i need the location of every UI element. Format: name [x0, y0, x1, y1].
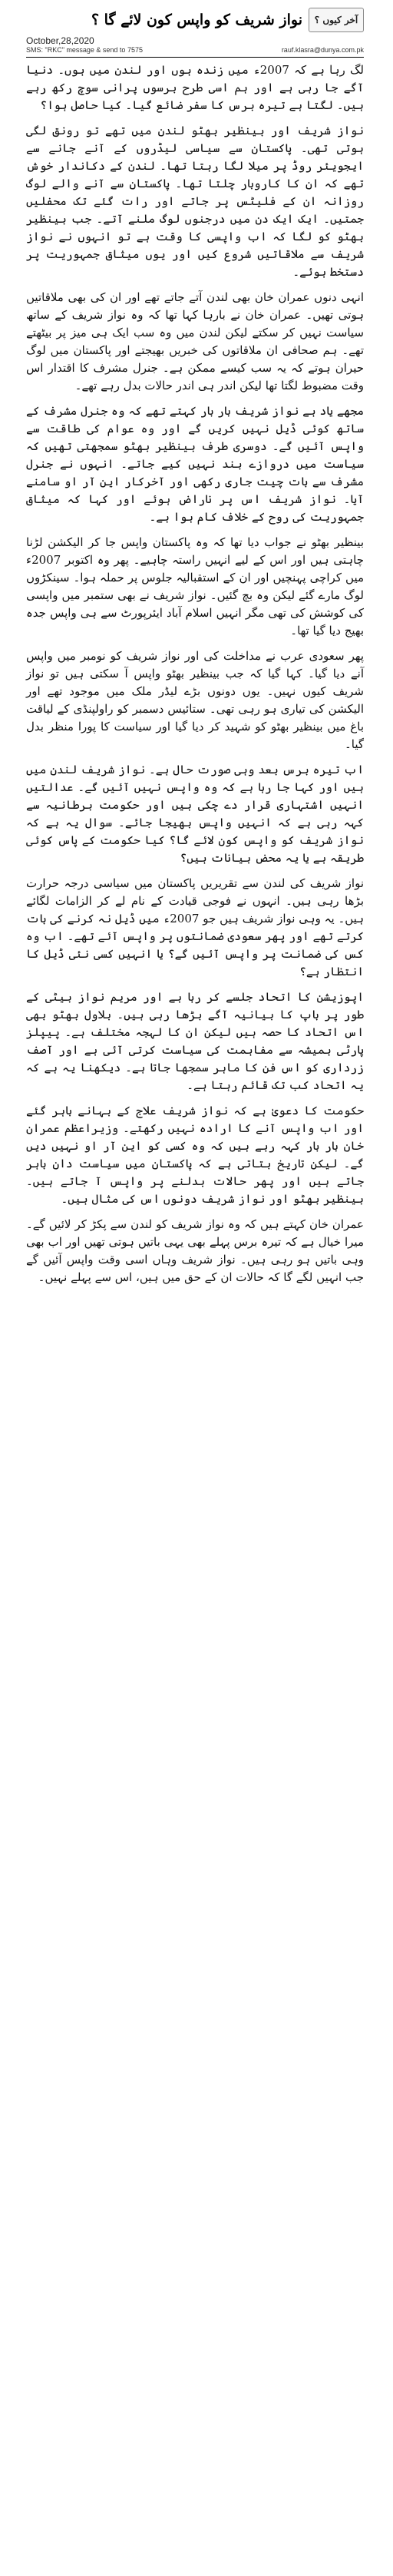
header-divider — [26, 57, 364, 58]
column-name-badge: آخر کیوں ؟ — [309, 8, 364, 32]
paragraph: عمران خان کہتے ہیں کہ وہ نواز شریف کو لندن سے پکڑ کر لائیں گے۔ میرا خیال ہے کہ تیرہ برس پہلے بھی یہی باتیں ہوتی تھیں اور اب بھی وہی باتیں ہو رہی ہیں۔ نواز شریف وہاں اسی وقت واپس آئیں گے جب انہیں لگے گا کہ حالات ان کے حق میں ہیں، اس سے پہلے نہیں۔ — [26, 1217, 364, 1284]
column-branding — [310, 5, 364, 49]
paragraph: نواز شریف کی لندن سے تقریریں پاکستان میں سیاسی درجہ حرارت بڑھا رہی ہیں۔ انہوں نے فوجی قیادت کے نام لے کر الزامات لگائے ہیں۔ یہ وہی نواز شریف ہیں جو 2007ء میں ڈیل نہ کرنے کی بات کرتے تھے اور پھر سعودی ضمانتوں پر واپس آئے تھے۔ اب وہ کس کی ضمانت پر واپس آئیں گے؟ یا انہیں کسی نئی ڈیل کا انتظار ہے؟ — [26, 876, 365, 978]
paragraph: مجھے یاد ہے نواز شریف بار بار کہتے تھے کہ وہ جنرل مشرف کے ساتھ کوئی ڈیل نہیں کریں گے اور وہ عوام کی طاقت سے واپس آئیں گے۔ دوسری طرف بینظیر بھٹو سمجھتی تھیں کہ سیاست میں دروازے بند نہیں کیے جاتے۔ انہوں نے جنرل مشرف سے بات چیت جاری رکھی اور آخرکار این آر او سامنے آیا۔ نواز شریف اس پر ناراض ہوئے اور کہا کہ میثاق جمہوریت کی روح کے خلاف کام ہوا ہے۔ — [26, 404, 364, 524]
contact-row — [26, 46, 364, 57]
column-header — [26, 5, 364, 58]
paragraph: اپوزیشن کا اتحاد جلسے کر رہا ہے اور مریم نواز بیٹی کے طور پر باپ کا بیانیہ آگے بڑھا رہی ہیں۔ بلاول بھٹو بھی اس اتحاد کا حصہ ہیں لیکن ان کا لہجہ مختلف ہے۔ پیپلز پارٹی ہمیشہ سے مفاہمت کی سیاست کرتی آئی ہے اور آصف زرداری کو اس فن کا ماہر سمجھا جاتا ہے۔ دیکھنا یہ ہے کہ یہ اتحاد کب تک قائم رہتا ہے۔ — [26, 990, 364, 1092]
article-body — [26, 61, 364, 1286]
paragraph: نواز شریف اور بینظیر بھٹو لندن میں تھے تو رونق لگی ہوتی تھی۔ پاکستان سے سیاسی لیڈروں کے آنے جانے سے ایجویئر روڈ پر میلا لگا رہتا تھا۔ لندن کے دکاندار خوش تھے کہ ان کا کاروبار چلتا تھا۔ پاکستان سے آنے والے لوگ روزانہ ان کے فلیٹس پر جاتے اور رات گئے تک محفلیں جمتیں۔ ایک ایک دن میں درجنوں لوگ ملنے آتے۔ جب بینظیر بھٹو کو لگا کہ اب واپسی کا وقت ہے تو انہوں نے نواز شریف سے ملاقاتیں شروع کیں اور یوں میثاق جمہوریت پر دستخط ہوئے۔ — [26, 124, 364, 279]
author-email[interactable]: rauf.klasra@dunya.com.pk — [281, 46, 364, 54]
paragraph: پھر سعودی عرب نے مداخلت کی اور نواز شریف کو نومبر میں واپس آنے دیا گیا۔ کہا گیا کہ جب بینظیر بھٹو واپس آ سکتی ہیں تو نواز شریف کیوں نہیں۔ یوں دونوں بڑے لیڈر ملک میں موجود تھے اور الیکشن کی تیاری ہو رہی تھی۔ ستائیس دسمبر کو راولپنڈی کے لیاقت باغ میں بینظیر بھٹو کو شہید کر دیا گیا اور سیاست کا پورا منظر بدل گیا۔ — [26, 649, 364, 751]
paragraph: اب تیرہ برس بعد وہی صورت حال ہے۔ نواز شریف لندن میں ہیں اور کہا جا رہا ہے کہ وہ واپس نہیں آئیں گے۔ عدالتیں انہیں اشتہاری قرار دے چکی ہیں اور حکومت برطانیہ سے کہہ رہی ہے کہ انہیں واپس بھیجا جائے۔ سوال یہ ہے کہ نواز شریف کو واپس کون لائے گا؟ کیا حکومت کے پاس کوئی طریقہ ہے یا یہ محض بیانات ہیں؟ — [26, 763, 364, 865]
paragraph: حکومت کا دعویٰ ہے کہ نواز شریف علاج کے بہانے باہر گئے اور اب واپس آنے کا ارادہ نہیں رکھتے۔ وزیراعظم عمران خان بار بار کہہ رہے ہیں کہ وہ کسی کو این آر او نہیں دیں گے۔ لیکن تاریخ بتاتی ہے کہ پاکستان میں سیاست دان باہر جاتے ہیں اور پھر حالات بدلنے پر واپس آ جاتے ہیں۔ بینظیر بھٹو اور نواز شریف دونوں اس کی مثال ہیں۔ — [26, 1104, 364, 1206]
sms-instruction: SMS: "RKC" message & send to 7575 — [26, 46, 143, 54]
paragraph: انہی دنوں عمران خان بھی لندن آتے جاتے تھے اور ان کی بھی ملاقاتیں ہوتی تھیں۔ عمران خان نے بارہا کہا تھا کہ وہ نواز شریف کے ساتھ سیاست نہیں کر سکتے لیکن لندن میں وہ سب ایک ہی میز پر بیٹھتے تھے۔ ہم صحافی ان ملاقاتوں کی خبریں بھیجتے اور پاکستان میں لوگ حیران ہوتے کہ یہ سب کیسے ممکن ہے۔ جنرل مشرف کا اقتدار اس وقت مضبوط لگتا تھا لیکن اندر ہی اندر حالات بدل رہے تھے۔ — [26, 290, 364, 392]
paragraph: لگ رہا ہے کہ 2007ء میں زندہ ہوں اور لندن میں ہوں۔ دنیا آگے جا رہی ہے اور ہم اسی طرح برسوں پرانی سوچ رکھ رہے ہیں۔ لگتا ہے تیرہ برس کا سفر ضائع گیا۔ کیا حاصل ہوا؟ — [26, 63, 364, 112]
publish-date: October,28,2020 — [26, 35, 94, 46]
article-headline: نواز شریف کو واپس کون لائے گا ؟ — [91, 12, 302, 28]
paragraph: بینظیر بھٹو نے جواب دیا تھا کہ وہ پاکستان واپس جا کر الیکشن لڑنا چاہتی ہیں اور اس کے لیے انہیں راستہ چاہیے۔ پھر وہ اکتوبر 2007ء میں کراچی پہنچیں اور ان کے استقبالیہ جلوس پر حملہ ہوا۔ سینکڑوں لوگ مارے گئے لیکن وہ بچ گئیں۔ نواز شریف نے بھی ستمبر میں واپسی کی کوشش کی تھی مگر انہیں اسلام آباد ایئرپورٹ سے ہی واپس جدہ بھیج دیا گیا تھا۔ — [26, 535, 364, 637]
